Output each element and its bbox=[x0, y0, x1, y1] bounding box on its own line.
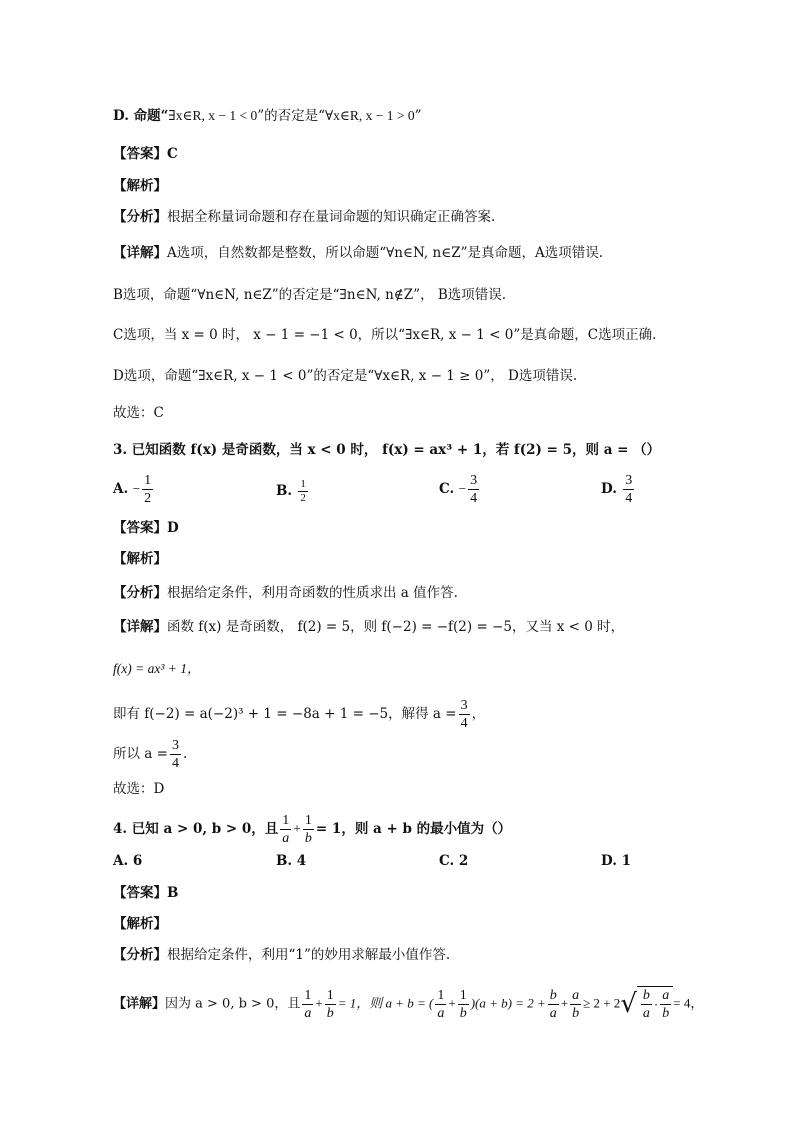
q3-final-choice: 故选：D bbox=[113, 781, 165, 797]
q2-option-d: D. 命题“∃x∈R, x − 1 < 0”的否定是“∀x∈R, x − 1 > 0” bbox=[113, 108, 422, 124]
fraction: $\frac{3}{4}$ bbox=[625, 473, 633, 506]
q2-analysis-heading: 【解析】 bbox=[113, 178, 167, 194]
fraction: $\frac{1}{2}$ bbox=[300, 478, 306, 504]
q4-option-d: D. 1 bbox=[601, 853, 632, 869]
fraction: $\frac{3}{4}$ bbox=[171, 738, 179, 771]
fraction: $\frac{1}{a}$ bbox=[282, 813, 290, 846]
fraction: $\frac{3}{4}$ bbox=[460, 698, 468, 731]
q2-final-choice: 故选：C bbox=[113, 405, 164, 421]
q4-detail-1: 【详解】因为 a > 0, b > 0，且 $\frac{1}{a}$ + $\frac{1}{b}$ = 1，则 a + b = ( $\frac{1}{a}$ + $\frac{1}{b}$ )(a + b) = 2 + $\frac{b}{a}$ + $\frac{a}{b}$ ≥ 2 + 2 √ $\frac{b}{a}$ · $\frac{a}{b}$ = 4， bbox=[113, 987, 704, 1021]
fraction: $\frac{1}{2}$ bbox=[144, 473, 152, 506]
fraction: $\frac{1}{b}$ bbox=[459, 987, 467, 1021]
q2-detail-c: C选项，当 x = 0 时， x − 1 = −1 < 0，所以“∃x∈R, x − 1 < 0”是真命题，C选项正确. bbox=[113, 327, 657, 343]
q4-option-c: C. 2 bbox=[439, 853, 469, 869]
fraction: $\frac{1}{b}$ bbox=[304, 813, 312, 846]
sqrt-expression: √ $\frac{b}{a}$ · $\frac{a}{b}$ bbox=[620, 986, 673, 1022]
q3-analysis-heading: 【解析】 bbox=[113, 551, 167, 567]
fraction: $\frac{1}{a}$ bbox=[304, 987, 312, 1021]
q3-fenxi: 【分析】根据给定条件，利用奇函数的性质求出 a 值作答. bbox=[113, 585, 458, 601]
fraction: $\frac{b}{a}$ bbox=[549, 987, 557, 1021]
q3-option-d: D. $\frac{3}{4}$ bbox=[601, 473, 633, 506]
fraction: $\frac{a}{b}$ bbox=[572, 987, 580, 1021]
fraction: $\frac{1}{a}$ bbox=[437, 987, 445, 1021]
q3-stem: 3. 已知函数 f(x) 是奇函数，当 x < 0 时， f(x) = ax³ + 1，若 f(2) = 5，则 a = （） bbox=[113, 442, 661, 458]
fraction: $\frac{1}{b}$ bbox=[326, 987, 334, 1021]
q2-detail-d: D选项，命题“∃x∈R, x − 1 < 0”的否定是“∀x∈R, x − 1 ≥ 0”， D选项错误. bbox=[113, 368, 578, 384]
q4-stem: 4. 已知 a > 0, b > 0，且 $\frac{1}{a}$ + $\frac{1}{b}$ = 1，则 a + b 的最小值为（） bbox=[113, 813, 512, 846]
q4-fenxi: 【分析】根据给定条件，利用“1”的妙用求解最小值作答. bbox=[113, 947, 451, 963]
q4-answer: 【答案】B bbox=[113, 885, 179, 901]
q3-option-c: C. − $\frac{3}{4}$ bbox=[439, 473, 478, 506]
q3-option-b: B. $\frac{1}{2}$ bbox=[276, 478, 306, 504]
q2-fenxi: 【分析】根据全称量词命题和存在量词命题的知识确定正确答案. bbox=[113, 209, 496, 225]
q2-answer: 【答案】C bbox=[113, 146, 178, 162]
q3-detail-2: f(x) = ax³ + 1， bbox=[113, 661, 201, 676]
q3-detail-3: 即有 f(−2) = a(−2)³ + 1 = −8a + 1 = −5，解得 a = $\frac{3}{4}$ ， bbox=[113, 698, 486, 731]
q3-option-a: A. − $\frac{1}{2}$ bbox=[113, 473, 152, 506]
q4-option-a: A. 6 bbox=[113, 853, 143, 869]
fraction: $\frac{3}{4}$ bbox=[470, 473, 478, 506]
q4-analysis-heading: 【解析】 bbox=[113, 916, 167, 932]
q2-detail-a: 【详解】A选项，自然数都是整数，所以命题“∀n∈N, n∈Z”是真命题，A选项错误. bbox=[113, 245, 604, 261]
q4-option-b: B. 4 bbox=[276, 853, 307, 869]
q3-detail-4: 所以 a = $\frac{3}{4}$ . bbox=[113, 738, 188, 771]
q3-detail-1: 【详解】函数 f(x) 是奇函数， f(2) = 5，则 f(−2) = −f(2) = −5，又当 x < 0 时， bbox=[113, 619, 625, 635]
q2-detail-b: B选项，命题“∀n∈N, n∈Z”的否定是“∃n∈N, n∉Z”， B选项错误. bbox=[113, 287, 507, 303]
q3-answer: 【答案】D bbox=[113, 520, 179, 536]
